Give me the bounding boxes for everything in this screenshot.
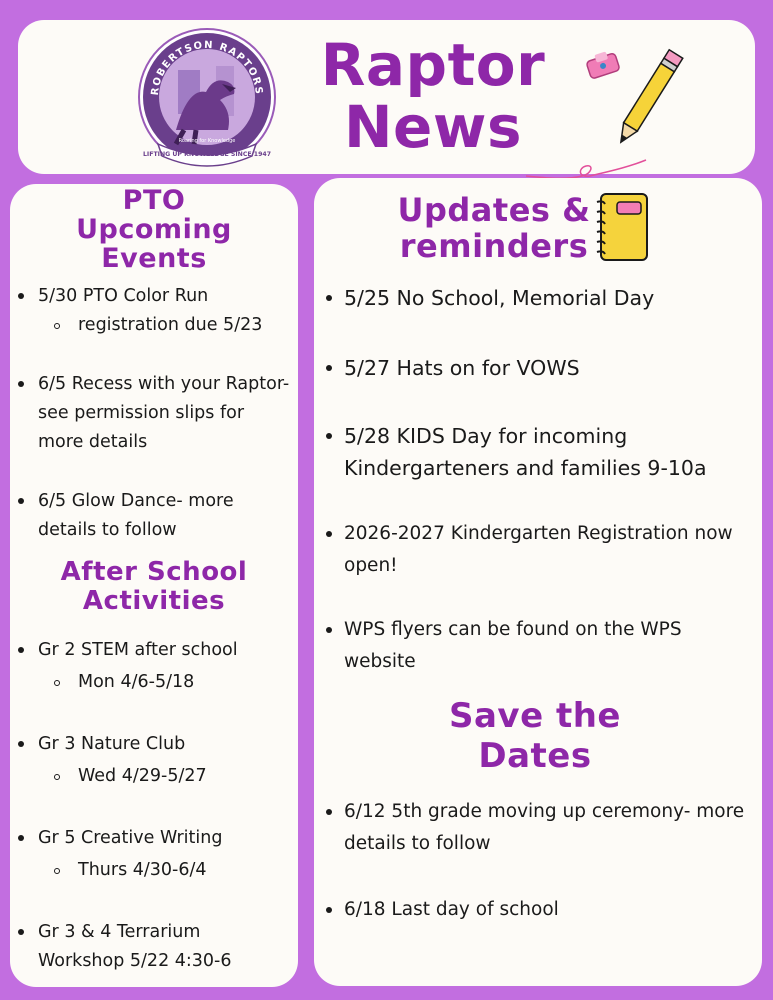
list-item-text: 6/18 Last day of school	[344, 899, 559, 920]
list-item-text: 6/5 Recess with your Raptor-see permission slips for more details	[38, 374, 290, 452]
title-line-2: News	[344, 93, 522, 161]
list-item-text: 2026-2027 Kindergarten Registration now open!	[344, 523, 733, 576]
list-item-text: WPS flyers can be found on the WPS website	[344, 619, 682, 672]
bullet-icon	[18, 498, 24, 504]
after-school-title: After School Activities	[60, 557, 248, 616]
list-subitem-text: Thurs 4/30-6/4	[78, 860, 207, 880]
logo-banner-text: LIFTING UP KNOWLEDGE SINCE 1947	[142, 151, 272, 158]
list-item-text: 6/5 Glow Dance- more details to follow	[38, 491, 234, 540]
list-item	[314, 282, 762, 314]
list-item	[314, 352, 762, 384]
list-item-text: 5/27 Hats on for VOWS	[344, 356, 580, 380]
updates-title: Updates & reminders	[397, 191, 591, 265]
list-subitem	[10, 668, 298, 697]
list-item	[10, 730, 298, 759]
logo-top-text: ROBERTSON RAPTORS	[149, 39, 265, 97]
list-item-text: 6/12 5th grade moving up ceremony- more details to follow	[344, 801, 745, 854]
sub-bullet-icon	[54, 680, 60, 686]
list-item	[10, 487, 298, 545]
right-column-card	[314, 178, 762, 986]
pto-events-list	[10, 282, 298, 545]
list-item	[314, 614, 762, 678]
list-item	[10, 636, 298, 665]
list-item-text: Gr 2 STEM after school	[38, 640, 238, 660]
pencil-eraser-icon	[486, 48, 726, 188]
bullet-icon	[326, 295, 332, 301]
bullet-icon	[326, 433, 332, 439]
bullet-icon	[18, 381, 24, 387]
list-item-text: 5/25 No School, Memorial Day	[344, 286, 655, 310]
pto-events-title: PTO Upcoming Events	[76, 185, 232, 274]
list-subitem-text: Mon 4/6-5/18	[78, 672, 195, 692]
list-item	[314, 420, 762, 484]
list-item-text: Gr 5 Creative Writing	[38, 828, 223, 848]
sub-bullet-icon	[54, 774, 60, 780]
list-item	[10, 824, 298, 853]
left-column-card	[10, 184, 298, 987]
list-item-text: 5/28 KIDS Day for incoming Kindergarteners and families 9-10a	[344, 424, 707, 480]
bullet-icon	[326, 907, 332, 913]
header-card	[18, 20, 755, 174]
notebook-icon	[595, 192, 651, 264]
list-item	[10, 918, 298, 976]
save-the-dates-title: Save the Dates	[448, 696, 621, 776]
updates-list	[314, 282, 762, 678]
list-item-text: 5/30 PTO Color Run	[38, 286, 209, 306]
bullet-icon	[18, 293, 24, 299]
logo-bottom-text: Roaring for Knowledge	[178, 138, 236, 144]
list-subitem-text: registration due 5/23	[78, 315, 263, 335]
list-item	[314, 518, 762, 582]
bullet-icon	[326, 627, 332, 633]
title-line-1: Raptor	[320, 31, 546, 99]
list-item-text: Gr 3 & 4 Terrarium Workshop 5/22 4:30-6	[38, 922, 232, 971]
list-item	[314, 796, 762, 860]
sub-bullet-icon	[54, 323, 60, 329]
list-item	[10, 282, 298, 311]
after-school-list	[10, 636, 298, 976]
list-subitem	[10, 311, 298, 340]
list-subitem	[10, 856, 298, 885]
bullet-icon	[18, 835, 24, 841]
bullet-icon	[18, 929, 24, 935]
list-item	[314, 894, 762, 926]
list-item-text: Gr 3 Nature Club	[38, 734, 186, 754]
bullet-icon	[326, 809, 332, 815]
list-subitem	[10, 762, 298, 791]
sub-bullet-icon	[54, 868, 60, 874]
list-item	[10, 370, 298, 457]
bullet-icon	[18, 647, 24, 653]
bullet-icon	[18, 741, 24, 747]
bullet-icon	[326, 365, 332, 371]
raptor-logo	[136, 26, 278, 168]
bullet-icon	[326, 531, 332, 537]
list-subitem-text: Wed 4/29-5/27	[78, 766, 207, 786]
save-the-dates-list	[314, 796, 762, 926]
